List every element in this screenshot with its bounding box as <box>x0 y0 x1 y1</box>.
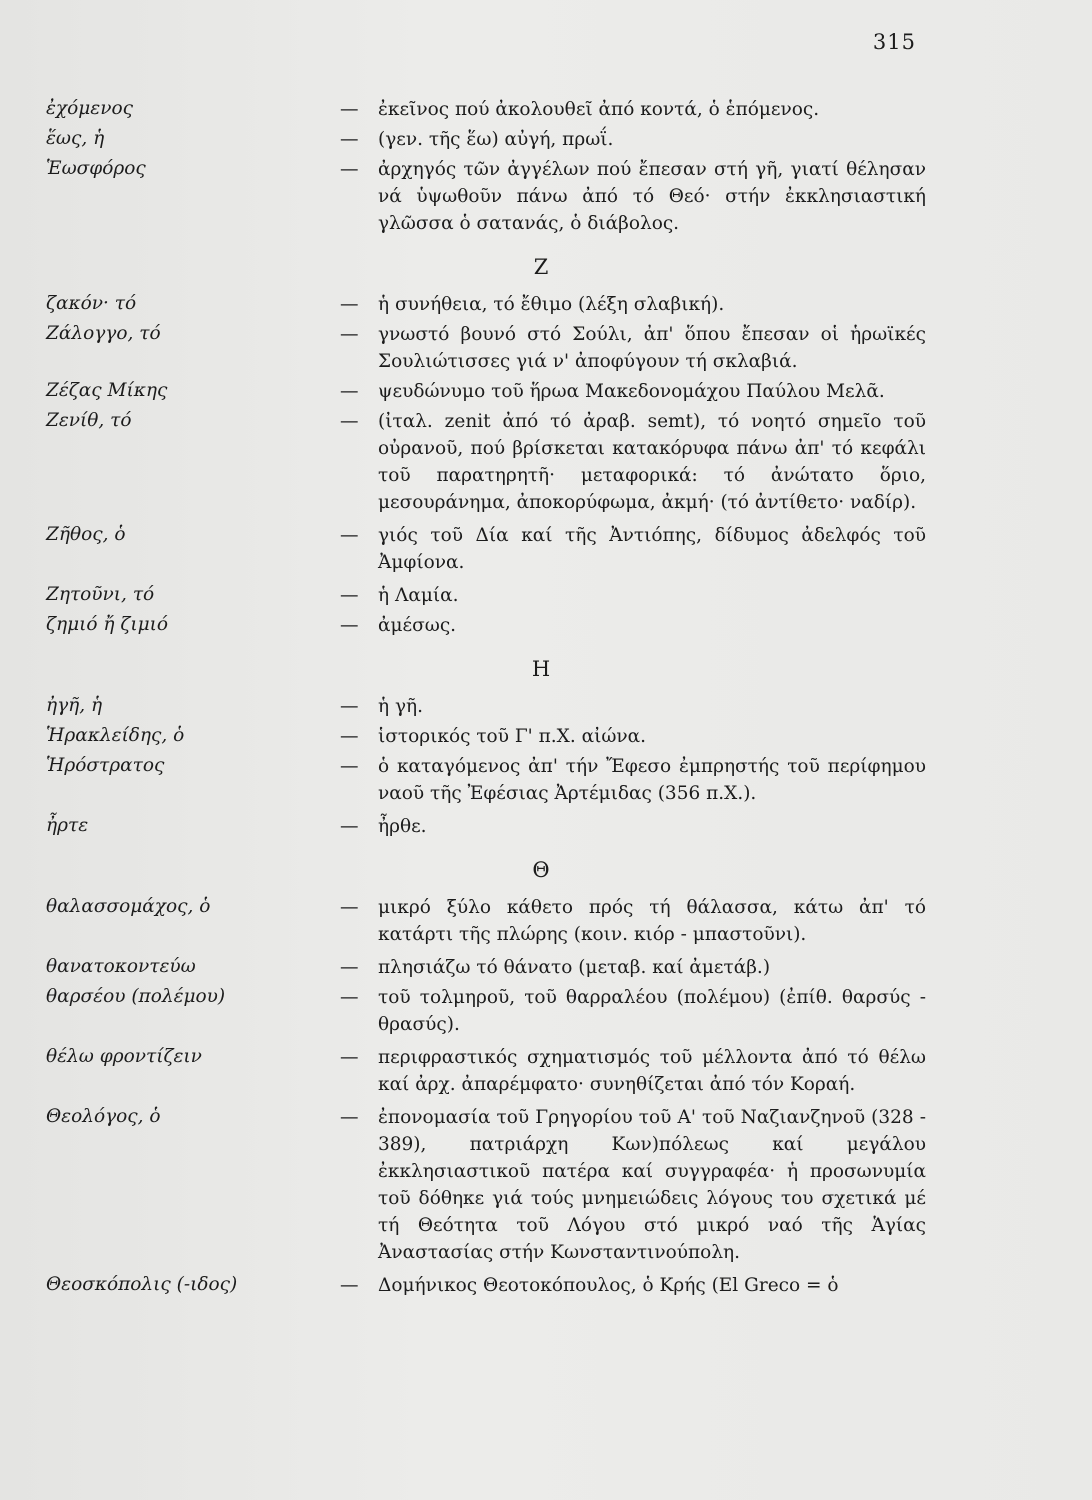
entry-definition: ἐκεῖνος πού ἀκολουθεῖ ἀπό κοντά, ὁ ἑπόμενος. <box>378 99 820 120</box>
glossary-entry: Ζάλογγο, τό — γνωστό βουνό στό Σούλι, ἀπ' ὅπου ἔπεσαν οἱ ἡρωϊκές Σουλιώτισσες γιά ν' ἀποφύγουν τή σκλαβιά. <box>46 321 926 375</box>
glossary-entry: Ἡρόστρατος — ὁ καταγόμενος ἀπ' τήν Ἔφεσο ἐμπρηστής τοῦ περίφημου ναοῦ τῆς Ἐφέσιας Ἀρτέμιδας (356 π.Χ.). <box>46 753 926 807</box>
glossary-entry: Θεολόγος, ὁ — ἐπονομασία τοῦ Γρηγορίου τοῦ Α' τοῦ Ναζιανζηνοῦ (328 - 389), πατριάρχη Κων)πόλεως καί μεγάλου ἐκκλησιαστικοῦ πατέρα καί συγγραφέα· ἡ προσωνυμία τοῦ δόθηκε γιά τούς μνημειώδεις λόγους του σχετικά μέ τή Θεότητα τοῦ Λόγου στό μικρό ναό τῆς Ἁγίας Ἀναστασίας στήν Κωνσταντινούπολη. <box>46 1104 926 1266</box>
entry-definition: ἡ Λαμία. <box>378 585 459 606</box>
glossary-entry: θαρσέου (πολέμου) — τοῦ τολμηροῦ, τοῦ θαρραλέου (πολέμου) (ἐπίθ. θαρσύς - θρασύς). <box>46 984 926 1038</box>
glossary-entry: ἕως, ἡ — (γεν. τῆς ἕω) αὐγή, πρωΐ. <box>46 126 926 153</box>
entry-term: ἕως, ἡ <box>46 128 105 149</box>
glossary-entry: θαλασσομάχος, ὁ — μικρό ξύλο κάθετο πρός τή θάλασσα, κάτω ἀπ' τό κατάρτι τῆς πλώρης (κοιν. κιόρ - μπαστοῦνι). <box>46 894 926 948</box>
entry-definition: πλησιάζω τό θάνατο (μεταβ. καί ἀμετάβ.) <box>378 957 771 978</box>
entry-term: Ἑωσφόρος <box>46 158 146 179</box>
glossary-entry: ἠγῆ, ἡ — ἡ γῆ. <box>46 693 926 720</box>
entry-definition: (γεν. τῆς ἕω) αὐγή, πρωΐ. <box>378 129 614 150</box>
glossary-entry: Ἡρακλείδης, ὁ — ἱστορικός τοῦ Γ' π.Χ. αἰώνα. <box>46 723 926 750</box>
entry-term: Ζητοῦνι, τό <box>46 584 155 605</box>
entry-term: Ζέζας Μίκης <box>46 380 168 401</box>
entry-definition: μικρό ξύλο κάθετο πρός τή θάλασσα, κάτω ἀπ' τό κατάρτι τῆς πλώρης (κοιν. κιόρ - μπαστοῦνι). <box>378 897 926 945</box>
page-number: 315 <box>872 30 916 54</box>
glossary-entry: ἐχόμενος — ἐκεῖνος πού ἀκολουθεῖ ἀπό κοντά, ὁ ἑπόμενος. <box>46 96 926 123</box>
glossary-entries <box>46 96 926 1305</box>
entry-definition: ἦρθε. <box>378 816 427 837</box>
entry-definition: ἀρχηγός τῶν ἀγγέλων πού ἔπεσαν στή γῆ, γιατί θέλησαν νά ὑψωθοῦν πάνω ἀπό τό Θεό· στήν ἐκκλησιαστική γλῶσσα ὁ σατανάς, ὁ διάβολος. <box>378 159 926 234</box>
entry-term: ἦρτε <box>46 815 89 836</box>
section-heading-z: Ζ <box>533 255 549 279</box>
glossary-entry: Ζέζας Μίκης — ψευδώνυμο τοῦ ἥρωα Μακεδονομάχου Παύλου Μελᾶ. <box>46 378 926 405</box>
entry-term: Ἡρόστρατος <box>46 755 165 776</box>
glossary-entry: ἦρτε — ἦρθε. <box>46 813 926 840</box>
glossary-entry: Θεοσκόπολις (-ιδος) — Δομήνικος Θεοτοκόπουλος, ὁ Κρής (El Greco = ὁ <box>46 1272 926 1299</box>
entry-term: ἠγῆ, ἡ <box>46 695 103 716</box>
entry-definition: ψευδώνυμο τοῦ ἥρωα Μακεδονομάχου Παύλου Μελᾶ. <box>378 381 885 402</box>
glossary-entry: Ζητοῦνι, τό — ἡ Λαμία. <box>46 582 926 609</box>
entry-definition: (ἰταλ. zenit ἀπό τό ἀραβ. semt), τό νοητό σημεῖο τοῦ οὐρανοῦ, πού βρίσκεται κατακόρυφα πάνω ἀπ' τό κεφάλι τοῦ παρατηρητῆ· μεταφορικά: τό ἀνώτατο ὅριο, μεσουράνημα, ἀποκορύφωμα, ἀκμή· (τό ἀντίθετο· ναδίρ). <box>378 411 926 513</box>
entry-term: Ἡρακλείδης, ὁ <box>46 725 185 746</box>
section-heading-theta: Θ <box>532 858 550 882</box>
entry-term: Ζενίθ, τό <box>46 410 132 431</box>
entry-term: θανατοκοντεύω <box>46 956 196 977</box>
entry-definition: ἀμέσως. <box>378 615 457 636</box>
glossary-entry: ζημιό ἤ ζιμιό — ἀμέσως. <box>46 612 926 639</box>
entry-term: ζακόν· τό <box>46 293 137 314</box>
entry-term: Ζῆθος, ὁ <box>46 524 126 545</box>
entry-term: Θεολόγος, ὁ <box>46 1106 161 1127</box>
entry-definition: ὁ καταγόμενος ἀπ' τήν Ἔφεσο ἐμπρηστής τοῦ περίφημου ναοῦ τῆς Ἐφέσιας Ἀρτέμιδας (356 π.Χ.). <box>378 756 926 804</box>
glossary-entry: θέλω φροντίζειν — περιφραστικός σχηματισμός τοῦ μέλλοντα ἀπό τό θέλω καί ἀρχ. ἀπαρέμφατο· συνηθίζεται ἀπό τόν Κοραή. <box>46 1044 926 1098</box>
entry-definition: Δομήνικος Θεοτοκόπουλος, ὁ Κρής (El Greco = ὁ <box>378 1275 839 1296</box>
entry-definition: γιός τοῦ Δία καί τῆς Ἀντιόπης, δίδυμος ἀδελφός τοῦ Ἀμφίονα. <box>378 525 926 573</box>
section-heading-h: Η <box>531 657 551 681</box>
entry-definition: γνωστό βουνό στό Σούλι, ἀπ' ὅπου ἔπεσαν οἱ ἡρωϊκές Σουλιώτισσες γιά ν' ἀποφύγουν τή σκλαβιά. <box>378 324 926 372</box>
glossary-entry: ζακόν· τό — ἡ συνήθεια, τό ἔθιμο (λέξη σλαβική). <box>46 291 926 318</box>
entry-definition: ἡ γῆ. <box>378 696 423 717</box>
entry-definition: τοῦ τολμηροῦ, τοῦ θαρραλέου (πολέμου) (ἐπίθ. θαρσύς - θρασύς). <box>378 987 926 1035</box>
entry-term: ἐχόμενος <box>46 98 133 119</box>
entry-definition: ἐπονομασία τοῦ Γρηγορίου τοῦ Α' τοῦ Ναζιανζηνοῦ (328 - 389), πατριάρχη Κων)πόλεως καί μεγάλου ἐκκλησιαστικοῦ πατέρα καί συγγραφέα· ἡ προσωνυμία τοῦ δόθηκε γιά τούς μνημειώδεις λόγους του σχετικά μέ τή Θεότητα τοῦ Λόγου στό μικρό ναό τῆς Ἁγίας Ἀναστασίας στήν Κωνσταντινούπολη. <box>378 1107 926 1263</box>
entry-term: ζημιό ἤ ζιμιό <box>46 614 169 635</box>
glossary-entry: Ἑωσφόρος — ἀρχηγός τῶν ἀγγέλων πού ἔπεσαν στή γῆ, γιατί θέλησαν νά ὑψωθοῦν πάνω ἀπό τό Θεό· στήν ἐκκλησιαστική γλῶσσα ὁ σατανάς, ὁ διάβολος. <box>46 156 926 237</box>
glossary-entry: θανατοκοντεύω — πλησιάζω τό θάνατο (μεταβ. καί ἀμετάβ.) <box>46 954 926 981</box>
entry-definition: ἡ συνήθεια, τό ἔθιμο (λέξη σλαβική). <box>378 294 725 315</box>
glossary-entry: Ζενίθ, τό — (ἰταλ. zenit ἀπό τό ἀραβ. semt), τό νοητό σημεῖο τοῦ οὐρανοῦ, πού βρίσκεται κατακόρυφα πάνω ἀπ' τό κεφάλι τοῦ παρατηρητῆ· μεταφορικά: τό ἀνώτατο ὅριο, μεσουράνημα, ἀποκορύφωμα, ἀκμή· (τό ἀντίθετο· ναδίρ). <box>46 408 926 516</box>
entry-term: θέλω φροντίζειν <box>46 1046 202 1067</box>
glossary-entry: Ζῆθος, ὁ — γιός τοῦ Δία καί τῆς Ἀντιόπης, δίδυμος ἀδελφός τοῦ Ἀμφίονα. <box>46 522 926 576</box>
entry-term: θαρσέου (πολέμου) <box>46 986 226 1007</box>
entry-term: Ζάλογγο, τό <box>46 323 161 344</box>
entry-term: Θεοσκόπολις (-ιδος) <box>46 1274 238 1295</box>
entry-definition: ἱστορικός τοῦ Γ' π.Χ. αἰώνα. <box>378 726 647 747</box>
entry-definition: περιφραστικός σχηματισμός τοῦ μέλλοντα ἀπό τό θέλω καί ἀρχ. ἀπαρέμφατο· συνηθίζεται ἀπό τόν Κοραή. <box>378 1047 926 1095</box>
entry-term: θαλασσομάχος, ὁ <box>46 896 211 917</box>
